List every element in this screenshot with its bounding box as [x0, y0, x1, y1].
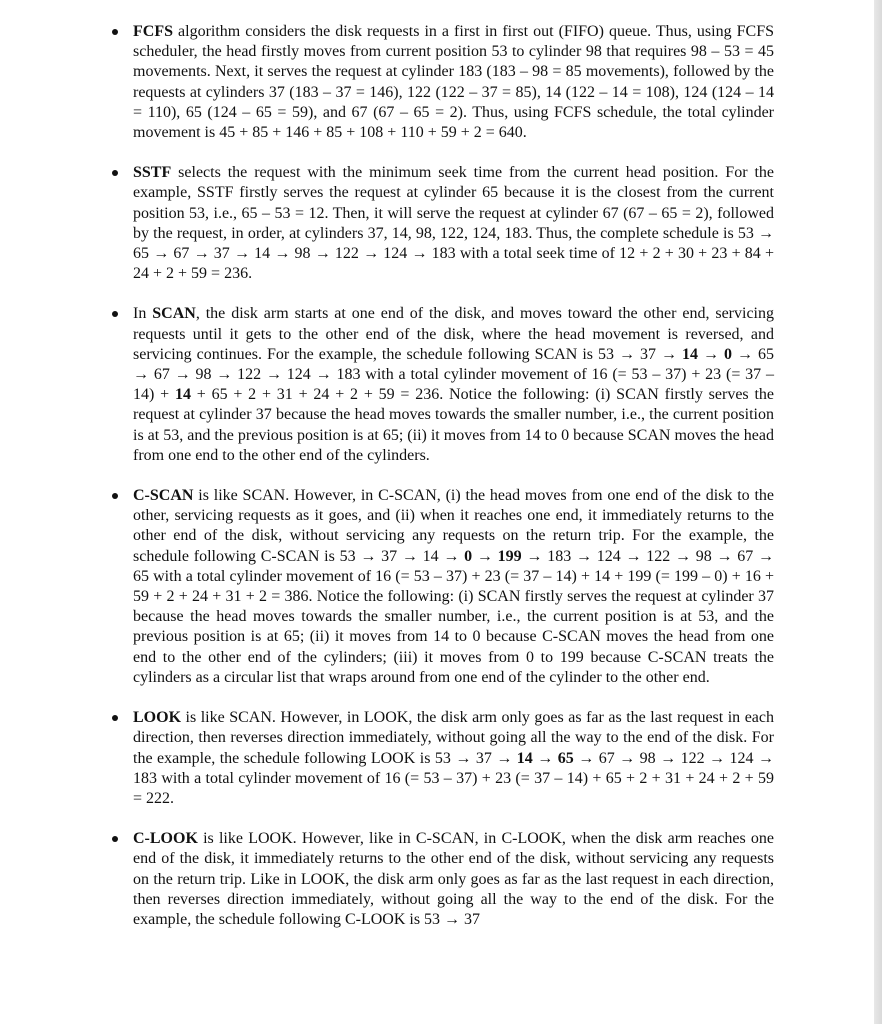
bullet-icon	[112, 493, 118, 499]
sstf-text: selects the request with the minimum seek time from the current head position. For the example, SSTF firstly serves the request at cylinder 65 because it is the closest from the current position 53, i.e., 65 – 53 = 12. Then, it will serve the request at cylinder 67 (67 – 65 = 2), followed by the request, in order, at cylinders 37, 14, 98, 122, 124, 183. Thus, the complete schedule is 53 → 65 → 67 → 37 → 14 → 98 → 122 → 124 → 183 with a total seek time of 12 + 2 + 30 + 23 + 84 + 24 + 2 + 59 = 236.	[133, 164, 774, 283]
look-text-2: → 67 → 98 → 122 → 124 → 183 with a total cylinder movement of 16 (= 53 – 37) + 23 (= 37 – 14) + 65 + 2 + 31 + 24 + 2 + 59 = 222.	[133, 749, 775, 807]
list-item-cscan	[133, 486, 774, 688]
term-fcfs: FCFS	[133, 23, 173, 40]
bullet-icon	[112, 29, 118, 35]
term-clook: C-LOOK	[133, 830, 198, 848]
cscan-text-2: → 183 → 124 → 122 → 98 → 67 → 65 with a total cylinder movement of 16 (= 53 – 37) + 23 (= 37 – 14) + 14 + 199 (= 199 – 0) + 16 + 59 + 2 + 24 + 31 + 2 = 386. Notice the following: (i) SCAN firstly serves the request at cylinder 37 because the head moves towards the smaller number, i.e., the current position is at 53, and the previous position is at 65; (ii) it moves from 14 to 0 because C-SCAN moves the head from one end to the other end of the cylinders; (iii) it moves from 0 to 199 because C-SCAN treats the cylinders as a circular list that wraps around from one end of the cylinder to the other end.	[133, 547, 775, 686]
list-item-sstf	[133, 163, 774, 284]
page-edge-shadow	[874, 0, 882, 1024]
list-item-scan	[133, 304, 774, 466]
scan-text-1: , the disk arm starts at one end of the disk, and moves toward the other end, servicing requests until it gets to the other end of the disk, where the head movement is reversed, and servicing continues. For the example, the schedule following SCAN is 53 → 37 →	[133, 305, 775, 363]
term-look: LOOK	[133, 709, 182, 727]
list-item-clook	[133, 829, 774, 930]
scan-prefix: In	[133, 305, 153, 323]
bullet-icon	[112, 311, 118, 317]
bullet-icon	[112, 170, 118, 176]
list-item-fcfs	[133, 22, 774, 143]
term-cscan: C-SCAN	[133, 487, 194, 505]
term-sstf: SSTF	[133, 164, 172, 182]
clook-text: is like LOOK. However, like in C-SCAN, in C-LOOK, when the disk arm reaches one end of the disk, it immediately returns to the other end of the disk, without servicing any requests on the return trip. Like in LOOK, the disk arm only goes as far as the last request in each direction, then reverses direction immediately, without going all the way to the end of the disk. For the example, the schedule following C-LOOK is 53 → 37	[133, 830, 774, 928]
term-scan: SCAN	[152, 305, 196, 323]
bullet-icon	[112, 836, 118, 842]
cscan-bold-1: 0 → 199	[464, 547, 522, 565]
cscan-text-1: is like SCAN. However, in C-SCAN, (i) the head moves from one end of the disk to the other, servicing requests as it goes, and (ii) when it reaches one end, it immediately returns to the other end of the disk, without servicing any requests on the return trip. For the example, the schedule following C-SCAN is 53 → 37 → 14 →	[133, 487, 774, 565]
look-bold-1: 14 → 65	[516, 749, 574, 767]
scan-bold-1: 14 → 0	[682, 345, 733, 363]
scan-text-2: → 65 → 67 → 98 → 122 → 124 → 183 with a total cylinder movement of 16 (= 53 – 37) + 23 (= 37 – 14) +	[133, 345, 775, 404]
scan-text-3: + 65 + 2 + 31 + 24 + 2 + 59 = 236. Notice the following: (i) SCAN firstly serves the request at cylinder 37 because the head moves towards the smaller number, i.e., the current position is at 53, and the previous position is at 65; (ii) it moves from 14 to 0 because SCAN moves the head from one end to the other end of the cylinders.	[133, 386, 774, 464]
list-item-look	[133, 708, 774, 809]
look-text-1: is like SCAN. However, in LOOK, the disk arm only goes as far as the last request in each direction, then reverses direction immediately, without going all the way to the end of the disk. For the example, the schedule following LOOK is 53 → 37 →	[133, 709, 774, 767]
fcfs-text: algorithm considers the disk requests in a first in first out (FIFO) queue. Thus, using FCFS scheduler, the head firstly moves from current position 53 to cylinder 98 that requires 98 – 53 = 45 movements. Next, it serves the request at cylinder 183 (183 – 98 = 85 movements), followed by the requests at cylinders 37 (183 – 37 = 146), 122 (122 – 37 = 85), 14 (122 – 14 = 108), 124 (124 – 14 = 110), 65 (124 – 65 = 59), and 67 (67 – 65 = 2). Thus, using FCFS schedule, the total cylinder movement is 45 + 85 + 146 + 85 + 108 + 110 + 59 + 2 = 640.	[133, 23, 774, 142]
bullet-icon	[112, 715, 118, 721]
algorithm-list	[133, 22, 774, 950]
scan-bold-2: 14	[174, 386, 191, 404]
